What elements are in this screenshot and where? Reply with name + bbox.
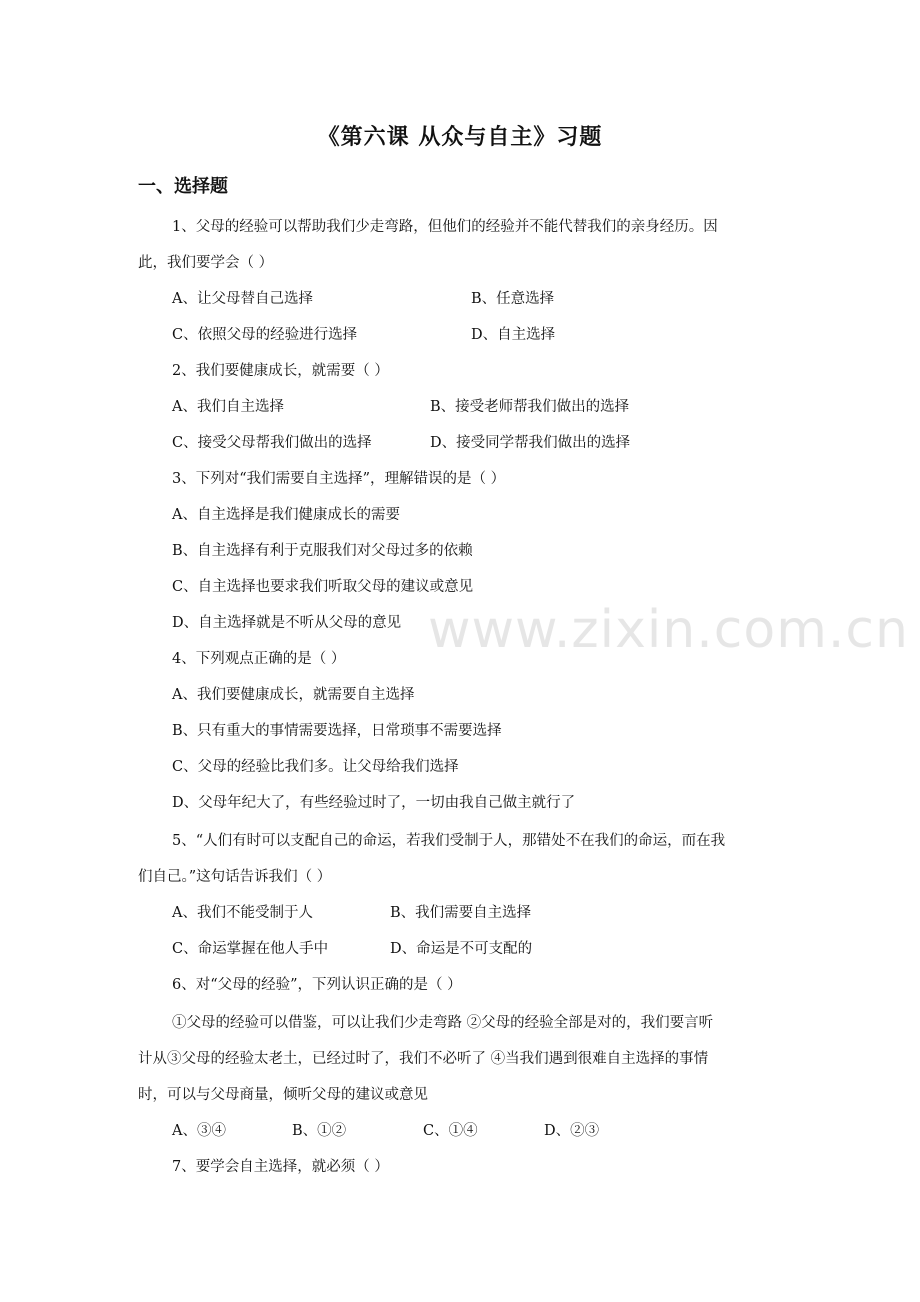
q5-stem-line1: 5、“人们有时可以支配自己的命运，若我们受制于人，那错处不在我们的命运，而在我 [172, 833, 726, 849]
q1-stem-line2: 此，我们要学会（ ） [138, 255, 274, 271]
q1-stem-line1: 1、父母的经验可以帮助我们少走弯路，但他们的经验并不能代替我们的亲身经历。因 [172, 219, 718, 235]
q4-option-c: C、父母的经验比我们多。让父母给我们选择 [172, 759, 459, 775]
q6-option-b: B、①② [292, 1123, 347, 1139]
page-title: 《第六课 从众与自主》习题 [317, 125, 603, 150]
watermark: www.zixin.com.cn [428, 600, 909, 660]
section-heading: 一、选择题 [138, 176, 228, 197]
q6-statements-line3: 时，可以与父母商量，倾听父母的建议或意见 [138, 1087, 428, 1103]
q2-option-c: C、接受父母帮我们做出的选择 [172, 435, 372, 451]
q3-option-d: D、自主选择就是不听从父母的意见 [172, 615, 402, 631]
q4-stem: 4、下列观点正确的是（ ） [172, 651, 346, 667]
q3-option-a: A、自主选择是我们健康成长的需要 [172, 507, 400, 523]
q6-stem: 6、对“父母的经验”，下列认识正确的是（ ） [172, 977, 462, 993]
q4-option-a: A、我们要健康成长，就需要自主选择 [172, 687, 415, 703]
q1-option-d: D、自主选择 [471, 327, 556, 343]
q5-stem-line2: 们自己。”这句话告诉我们（ ） [138, 869, 332, 885]
q3-option-b: B、自主选择有利于克服我们对父母过多的依赖 [172, 543, 473, 559]
q1-option-a: A、让父母替自己选择 [172, 291, 313, 307]
q3-option-c: C、自主选择也要求我们听取父母的建议或意见 [172, 579, 474, 595]
q2-option-d: D、接受同学帮我们做出的选择 [430, 435, 631, 451]
q6-statements-line2: 计从③父母的经验太老土，已经过时了，我们不必听了 ④当我们遇到很难自主选择的事情 [138, 1051, 709, 1067]
q5-option-c: C、命运掌握在他人手中 [172, 941, 329, 957]
q4-option-d: D、父母年纪大了，有些经验过时了，一切由我自己做主就行了 [172, 795, 576, 811]
q4-option-b: B、只有重大的事情需要选择，日常琐事不需要选择 [172, 723, 502, 739]
q5-option-b: B、我们需要自主选择 [390, 905, 532, 921]
q2-option-b: B、接受老师帮我们做出的选择 [430, 399, 630, 415]
q2-stem: 2、我们要健康成长，就需要（ ） [172, 363, 389, 379]
q6-option-c: C、①④ [423, 1123, 478, 1139]
q5-option-a: A、我们不能受制于人 [172, 905, 313, 921]
q6-option-a: A、③④ [172, 1123, 226, 1139]
q3-stem: 3、下列对“我们需要自主选择”，理解错误的是（ ） [172, 471, 506, 487]
q6-statements-line1: ①父母的经验可以借鉴，可以让我们少走弯路 ②父母的经验全部是对的，我们要言听 [172, 1015, 714, 1031]
q7-stem: 7、要学会自主选择，就必须（ ） [172, 1159, 389, 1175]
q1-option-c: C、依照父母的经验进行选择 [172, 327, 358, 343]
q2-option-a: A、我们自主选择 [172, 399, 284, 415]
q5-option-d: D、命运是不可支配的 [390, 941, 533, 957]
q6-option-d: D、②③ [544, 1123, 600, 1139]
q1-option-b: B、任意选择 [471, 291, 555, 307]
